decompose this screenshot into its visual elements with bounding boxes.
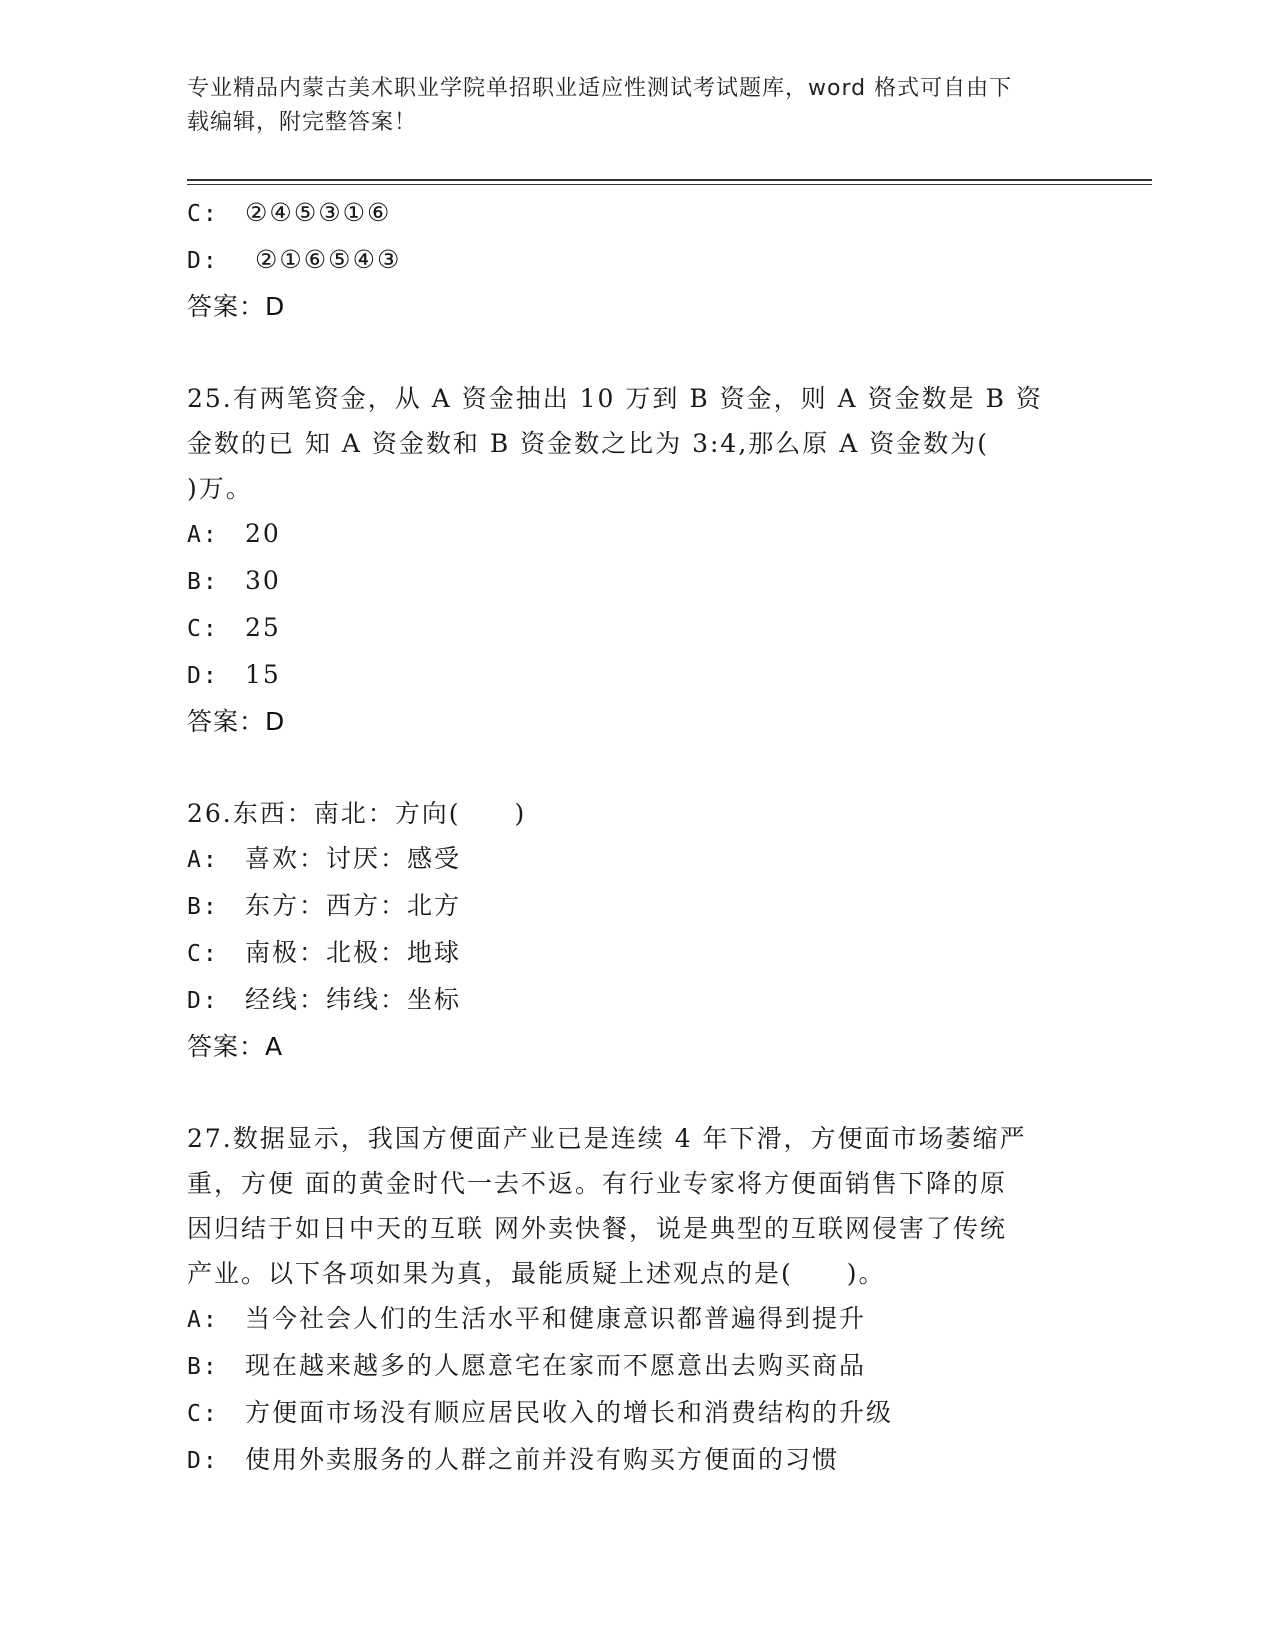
- question-text-line: 25.有两笔资金，从 A 资金抽出 10 万到 B 资金，则 A 资金数是 B 资: [187, 384, 1043, 413]
- option-text: 东方：西方：北方: [245, 891, 462, 920]
- option-c: [187, 930, 1087, 977]
- question-25: [187, 376, 1087, 745]
- answer: 答案：D: [187, 292, 286, 321]
- option-text: 方便面市场没有顺应居民收入的增长和消费结构的升级: [245, 1398, 894, 1427]
- option-d: [187, 1437, 1087, 1484]
- question-text-line: )万。: [187, 474, 253, 503]
- option-text: ②①⑥⑤④③: [245, 245, 402, 274]
- question-text-line: 产业。以下各项如果为真，最能质疑上述观点的是( )。: [187, 1259, 886, 1288]
- header-divider-thick: [187, 179, 1152, 181]
- option-text: 30: [245, 566, 281, 595]
- option-label: C:: [187, 616, 219, 642]
- option-label: D:: [187, 663, 219, 689]
- spacer: [187, 330, 1087, 376]
- question-26: [187, 791, 1087, 1070]
- document-header: [187, 72, 1087, 140]
- option-label: B:: [187, 1354, 219, 1380]
- option-d: [187, 652, 1087, 699]
- spacer: [187, 1070, 1087, 1116]
- option-c: [187, 1390, 1087, 1437]
- option-label: D:: [187, 1448, 219, 1474]
- header-line-1: 专业精品内蒙古美术职业学院单招职业适应性测试考试题库，word 格式可自由下: [187, 76, 1013, 101]
- option-text: 20: [245, 519, 281, 548]
- option-text: 当今社会人们的生活水平和健康意识都普遍得到提升: [245, 1304, 867, 1333]
- option-d: [187, 237, 1087, 284]
- question-text-line: 金数的已 知 A 资金数和 B 资金数之比为 3:4,那么原 A 资金数为(: [187, 429, 989, 458]
- document-body: [187, 190, 1087, 1484]
- answer: 答案：D: [187, 707, 286, 736]
- question-text-line: 重，方便 面的黄金时代一去不返。有行业专家将方便面销售下降的原: [187, 1169, 1007, 1198]
- option-text: 使用外卖服务的人群之前并没有购买方便面的习惯: [245, 1445, 840, 1474]
- option-c: [187, 605, 1087, 652]
- option-b: [187, 883, 1087, 930]
- option-label: A:: [187, 522, 219, 548]
- question-text-line: 因归结于如日中天的互联 网外卖快餐，说是典型的互联网侵害了传统: [187, 1214, 1007, 1243]
- option-label: D:: [187, 988, 219, 1014]
- option-label: C:: [187, 941, 219, 967]
- option-label: B:: [187, 569, 219, 595]
- option-label: D:: [187, 248, 219, 274]
- option-label: A:: [187, 1307, 219, 1333]
- question-24: [187, 190, 1087, 330]
- option-a: [187, 836, 1087, 883]
- header-divider-thin: [187, 184, 1152, 185]
- question-27: [187, 1116, 1087, 1484]
- option-b: [187, 558, 1087, 605]
- option-text: 南极：北极：地球: [245, 938, 462, 967]
- option-label: A:: [187, 847, 219, 873]
- question-text-line: 27.数据显示，我国方便面产业已是连续 4 年下滑，方便面市场萎缩严: [187, 1124, 1027, 1153]
- option-text: 经线：纬线：坐标: [245, 985, 462, 1014]
- option-d: [187, 977, 1087, 1024]
- option-b: [187, 1343, 1087, 1390]
- header-line-2: 载编辑，附完整答案！: [187, 110, 418, 135]
- option-c: [187, 190, 1087, 237]
- option-label: B:: [187, 894, 219, 920]
- option-a: [187, 1296, 1087, 1343]
- option-text: 现在越来越多的人愿意宅在家而不愿意出去购买商品: [245, 1351, 867, 1380]
- answer: 答案：A: [187, 1032, 284, 1061]
- question-text-line: 26.东西：南北：方向( ): [187, 799, 527, 828]
- option-text: 喜欢：讨厌：感受: [245, 844, 462, 873]
- option-label: C:: [187, 201, 219, 227]
- option-text: ②④⑤③①⑥: [245, 198, 392, 227]
- spacer: [187, 745, 1087, 791]
- option-label: C:: [187, 1401, 219, 1427]
- option-a: [187, 511, 1087, 558]
- option-text: 25: [245, 613, 281, 642]
- option-text: 15: [245, 660, 281, 689]
